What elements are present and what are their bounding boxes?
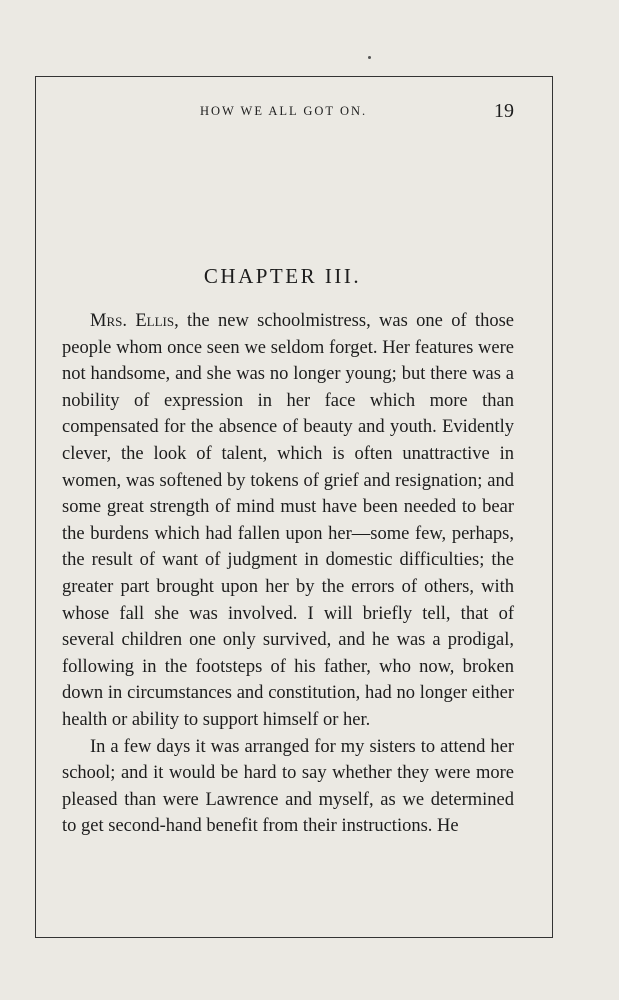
running-title: HOW WE ALL GOT ON. [200,104,368,118]
chapter-heading: CHAPTER III. [203,264,362,288]
page-number: 19 [494,100,514,122]
paragraph-1-text: , the new schoolmistress, was one of those people whom once seen we seldom forget. Her features were not handsome, and she was no longer young; but there was a nobility of expression in her face which more than compensated for the absence of beauty and youth. Evidently clever, the look of talent, which is often unattractive in women, was softened by tokens of grief and resignation; and some great strength of mind must have been needed to bear the burdens which had fallen upon her—some few, perhaps, the result of want of judgment in domestic difficulties; the greater part brought upon her by the errors of others, with whose fall she was involved. I will briefly tell, that of several children one only survived, and he was a prodigal, following in the footsteps of his father, who now, broken down in circumstances and constitution, had no longer either health or ability to support himself or her. [62,311,514,730]
body-text [62,308,514,840]
lead-in-name: Ellis [135,311,175,331]
print-speck [368,56,371,59]
running-head [60,100,520,126]
paragraph-1 [62,308,514,734]
lead-in-title: Mrs. [90,311,127,331]
paragraph-2: In a few days it was arranged for my sisters to attend her school; and it would be hard to say whether they were more pleased than were Lawrence and myself, as we determined to get second-hand benefit from their instructions. He [62,736,514,837]
